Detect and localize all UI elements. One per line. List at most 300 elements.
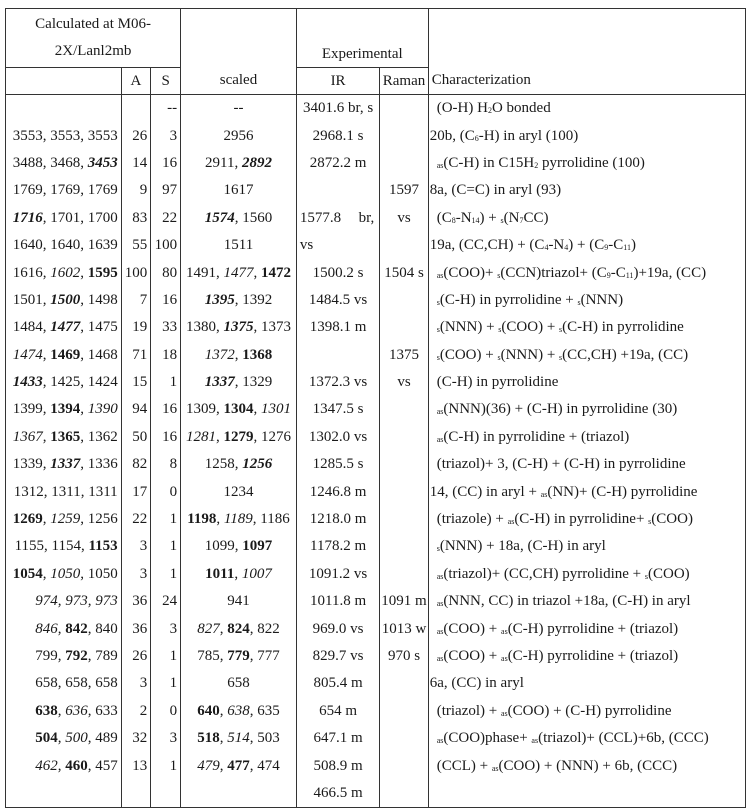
experimental-ir: 1285.5 s xyxy=(296,451,379,478)
ir-activity-a: 55 xyxy=(121,232,151,259)
experimental-ir: 1011.8 m xyxy=(296,588,379,615)
text-segment: , xyxy=(57,757,66,774)
text-segment: 19a, (CC,CH) + (C xyxy=(429,237,545,254)
text-segment: , 840 xyxy=(87,620,118,637)
table-row xyxy=(6,287,746,314)
text-segment: -H) in aryl (100) xyxy=(478,127,579,144)
text-segment: , 633 xyxy=(87,702,118,719)
text-segment: 2956 xyxy=(223,127,254,144)
subscript-text: 2 xyxy=(487,106,492,116)
raman-activity-s: 18 xyxy=(151,342,181,369)
table-row xyxy=(6,95,746,123)
text-segment: (N xyxy=(503,209,520,226)
experimental-raman: vs xyxy=(380,205,428,232)
text-segment: (NNN, CC) in triazol +18a, (C-H) in aryl xyxy=(443,593,691,610)
table-container xyxy=(5,8,746,808)
text-segment: -N xyxy=(455,209,472,226)
text-segment: , 1392 xyxy=(234,291,273,308)
header-row-1 xyxy=(6,9,746,68)
calculated-frequencies xyxy=(6,95,122,123)
text-segment: 1007 xyxy=(241,565,272,582)
ir-activity-a: 9 xyxy=(121,177,151,204)
scaled-frequencies xyxy=(181,506,297,533)
table-row xyxy=(6,232,746,259)
text-segment: , 1498 xyxy=(80,291,118,308)
ir-activity-a: 82 xyxy=(121,451,151,478)
characterization-header xyxy=(428,9,745,95)
text-segment: 658, 658, 658 xyxy=(35,675,118,692)
experimental-raman xyxy=(380,478,428,505)
raman-activity-s: 0 xyxy=(151,698,181,725)
text-segment: 636 xyxy=(65,702,88,719)
experimental-raman xyxy=(380,150,428,177)
text-segment: , 1256 xyxy=(80,511,118,528)
experimental-raman: 1504 s xyxy=(380,259,428,286)
text-segment: , 1186 xyxy=(252,511,290,528)
text-segment: 1395 xyxy=(204,291,235,308)
experimental-ir: 969.0 vs xyxy=(296,615,379,642)
text-segment: , 1701, 1700 xyxy=(42,209,118,226)
scaled-frequencies xyxy=(181,150,297,177)
scaled-frequencies xyxy=(181,588,297,615)
text-segment: (C-H) pyrrolidine + (triazol) xyxy=(507,620,679,637)
text-segment: , 489 xyxy=(87,730,118,747)
scaled-frequencies xyxy=(181,561,297,588)
calculated-frequencies xyxy=(6,259,122,286)
text-segment: 1097 xyxy=(242,538,273,555)
raman-activity-s: 3 xyxy=(151,725,181,752)
text-segment: (COO) + xyxy=(443,648,502,664)
raman-activity-s xyxy=(151,780,181,808)
text-segment: 1394 xyxy=(50,401,81,418)
text-segment: 8a, (C=C) in aryl (93) xyxy=(429,182,562,199)
calculated-frequencies xyxy=(6,451,122,478)
subscript-text: s xyxy=(500,215,504,225)
experimental-raman: 1091 m xyxy=(380,588,428,615)
text-segment: 1258, xyxy=(204,456,243,473)
table-row xyxy=(6,122,746,149)
text-segment: 846 xyxy=(35,620,58,637)
experimental-ir: 805.4 m xyxy=(296,670,379,697)
characterization xyxy=(428,451,745,478)
text-segment: , xyxy=(219,730,228,747)
raman-activity-s: 0 xyxy=(151,478,181,505)
experimental-ir: 654 m xyxy=(296,698,379,725)
subscript-text: s xyxy=(436,297,440,307)
characterization xyxy=(428,424,745,451)
subscript-text: as xyxy=(500,708,508,718)
raman-activity-s: 100 xyxy=(151,232,181,259)
text-segment: -N xyxy=(548,237,565,254)
text-segment: 638 xyxy=(35,702,58,719)
ir-activity-a: 17 xyxy=(121,478,151,505)
scaled-frequencies xyxy=(181,451,297,478)
ir-activity-a: 71 xyxy=(121,342,151,369)
vibrational-assignment-table xyxy=(5,8,746,808)
scaled-header-label: scaled xyxy=(219,72,258,88)
raman-activity-s: 16 xyxy=(151,287,181,314)
text-segment: 1484, xyxy=(12,319,51,336)
text-segment: -- xyxy=(233,100,244,117)
characterization xyxy=(428,369,745,396)
calculated-frequencies xyxy=(6,780,122,808)
raman-activity-s: 1 xyxy=(151,369,181,396)
text-segment: (NNN) + xyxy=(500,346,560,363)
subscript-text: 4 xyxy=(544,243,549,253)
text-segment: 1477 xyxy=(50,319,81,336)
subscript-text: s xyxy=(644,571,648,581)
calculated-frequencies xyxy=(6,424,122,451)
text-segment: 1259 xyxy=(50,511,81,528)
text-segment: 1574 xyxy=(204,209,235,226)
text-segment: 1365 xyxy=(50,428,81,445)
text-segment: 514 xyxy=(227,730,250,747)
characterization xyxy=(428,150,745,177)
subscript-text: as xyxy=(436,654,444,663)
text-segment: , xyxy=(253,401,261,418)
text-segment: , 1560 xyxy=(234,209,273,226)
characterization xyxy=(428,287,745,314)
text-segment: , xyxy=(219,702,228,719)
table-row xyxy=(6,698,746,725)
text-segment: 1380, xyxy=(185,319,224,336)
experimental-raman xyxy=(380,396,428,423)
table-row xyxy=(6,451,746,478)
text-segment: , xyxy=(234,565,242,582)
text-segment: 1368 xyxy=(242,346,273,363)
text-segment: pyrrolidine (100) xyxy=(538,154,645,171)
ir-activity-a: 3 xyxy=(121,533,151,560)
text-segment: , xyxy=(80,401,88,418)
experimental-raman: vs xyxy=(380,369,428,396)
text-segment: (C-H) in pyrrolidine+ xyxy=(514,511,649,528)
text-segment: (COO)+ xyxy=(443,264,498,281)
subscript-text: as xyxy=(501,654,508,663)
experimental-raman: 970 s xyxy=(380,643,428,670)
text-segment: , 1329 xyxy=(234,374,273,391)
text-segment: (triazol)+ (CCL)+6b, (CCC) xyxy=(538,730,709,747)
ir-activity-a: 50 xyxy=(121,424,151,451)
text-segment: (COO)phase+ xyxy=(443,730,532,747)
text-segment: ) + xyxy=(479,209,501,226)
text-segment: 842 xyxy=(65,620,88,637)
experimental-ir: vs xyxy=(296,232,379,259)
characterization xyxy=(428,725,745,752)
text-segment: 460 xyxy=(65,757,88,774)
calculated-frequencies xyxy=(6,122,122,149)
experimental-ir: 1347.5 s xyxy=(296,396,379,423)
table-row xyxy=(6,424,746,451)
text-segment: , 1468 xyxy=(80,346,118,363)
text-segment: , 777 xyxy=(249,648,280,664)
experimental-ir: 466.5 m xyxy=(296,780,379,808)
text-segment: , xyxy=(253,264,261,281)
calculated-frequencies xyxy=(6,643,122,670)
ir-activity-a: 83 xyxy=(121,205,151,232)
calculated-frequencies xyxy=(6,314,122,341)
subscript-text: as xyxy=(436,736,444,746)
text-segment: 1050 xyxy=(50,565,81,582)
text-segment: (triazol)+ 3, (C-H) + (C-H) in pyrrolidine xyxy=(436,456,686,473)
text-segment: 462 xyxy=(35,757,58,774)
ir-activity-a: 7 xyxy=(121,287,151,314)
raman-activity-s: 16 xyxy=(151,424,181,451)
characterization xyxy=(428,533,745,560)
ir-activity-a: 26 xyxy=(121,643,151,670)
characterization xyxy=(428,396,745,423)
subscript-text: as xyxy=(436,434,444,444)
text-segment: 779 xyxy=(227,648,250,664)
text-segment: , 503 xyxy=(249,730,280,747)
text-segment: , 457 xyxy=(87,757,118,774)
text-segment: , 1336 xyxy=(80,456,118,473)
calculated-frequencies xyxy=(6,615,122,642)
experimental-ir: 3401.6 br, s xyxy=(296,95,379,123)
text-segment: (C xyxy=(436,209,452,226)
raman-activity-s: 97 xyxy=(151,177,181,204)
calculated-frequencies xyxy=(6,369,122,396)
text-segment: 1472 xyxy=(260,264,291,281)
text-segment: 1474 xyxy=(12,346,43,363)
subscript-text: 4 xyxy=(564,243,569,253)
text-segment: 1279 xyxy=(223,428,254,445)
characterization-header-label: Characterization xyxy=(431,72,531,88)
calculated-frequencies xyxy=(6,561,122,588)
ir-activity-a: 14 xyxy=(121,150,151,177)
ir-activity-a: 3 xyxy=(121,561,151,588)
experimental-ir xyxy=(296,342,379,369)
raman-activity-s: 8 xyxy=(151,451,181,478)
text-segment: (triazole) + xyxy=(436,511,508,528)
col-ir-header: IR xyxy=(296,68,379,95)
scaled-frequencies xyxy=(181,177,297,204)
raman-activity-s: -- xyxy=(151,95,181,123)
subscript-text: s xyxy=(498,325,502,335)
text-segment: 1337 xyxy=(204,374,235,391)
text-segment: , xyxy=(219,757,228,774)
ir-value-part: br, xyxy=(358,209,375,226)
text-segment: (COO) xyxy=(647,565,690,582)
table-row xyxy=(6,561,746,588)
text-segment: 1153 xyxy=(88,538,118,555)
experimental-ir: 1302.0 vs xyxy=(296,424,379,451)
raman-activity-s: 1 xyxy=(151,643,181,670)
characterization xyxy=(428,780,745,808)
scaled-frequencies xyxy=(181,259,297,286)
experimental-ir-value xyxy=(300,211,376,226)
experimental-raman xyxy=(380,533,428,560)
text-segment: , xyxy=(42,346,51,363)
calculated-frequencies xyxy=(6,287,122,314)
scaled-frequencies xyxy=(181,533,297,560)
experimental-ir: 829.7 vs xyxy=(296,643,379,670)
table-row xyxy=(6,643,746,670)
characterization xyxy=(428,342,745,369)
text-segment: , xyxy=(216,511,224,528)
scaled-frequencies xyxy=(181,369,297,396)
text-segment: 1301 xyxy=(260,401,291,418)
ir-activity-a: 26 xyxy=(121,122,151,149)
subscript-text: s xyxy=(436,325,440,335)
raman-activity-s: 16 xyxy=(151,396,181,423)
text-segment: (NNN) xyxy=(580,291,624,308)
subscript-text: s xyxy=(497,352,501,362)
text-segment: , 1425, 1424 xyxy=(42,374,118,391)
table-row xyxy=(6,314,746,341)
text-segment: 1234 xyxy=(223,483,254,500)
col-raman-header: Raman xyxy=(380,68,428,95)
characterization xyxy=(428,478,745,505)
subscript-text: 8 xyxy=(451,215,456,225)
scaled-frequencies xyxy=(181,780,297,808)
scaled-frequencies xyxy=(181,670,297,697)
text-segment: 1155, 1154, xyxy=(14,538,89,555)
text-segment: (C-H) in C15H xyxy=(443,154,535,171)
text-segment: 1054 xyxy=(12,565,43,582)
text-segment: , xyxy=(80,264,88,281)
text-segment: 824 xyxy=(227,620,250,637)
text-segment: 1469 xyxy=(50,346,81,363)
text-segment: , 789 xyxy=(87,648,118,664)
scaled-frequencies xyxy=(181,205,297,232)
experimental-ir xyxy=(296,177,379,204)
raman-activity-s: 22 xyxy=(151,205,181,232)
experimental-ir: 2872.2 m xyxy=(296,150,379,177)
subscript-text: as xyxy=(436,626,444,636)
text-segment: 1595 xyxy=(87,264,118,281)
text-segment: 1011 xyxy=(205,565,235,582)
subscript-text: s xyxy=(648,517,652,527)
text-segment: 1367 xyxy=(12,428,43,445)
subscript-text: as xyxy=(531,736,539,746)
text-segment: (CC,CH) +19a, (CC) xyxy=(562,346,689,363)
characterization xyxy=(428,588,745,615)
experimental-ir: 647.1 m xyxy=(296,725,379,752)
text-segment: -C xyxy=(608,237,624,254)
experimental-raman xyxy=(380,670,428,697)
text-segment: , 635 xyxy=(249,702,280,719)
subscript-text: 7 xyxy=(519,215,524,225)
text-segment: (NNN) + 18a, (C-H) in aryl xyxy=(439,538,606,555)
subscript-text: s xyxy=(577,297,581,307)
text-segment: , 1050 xyxy=(80,565,118,582)
characterization xyxy=(428,561,745,588)
text-segment: (NN)+ (C-H) pyrrolidine xyxy=(547,483,698,500)
scaled-frequencies xyxy=(181,314,297,341)
raman-activity-s: 33 xyxy=(151,314,181,341)
raman-activity-s: 1 xyxy=(151,506,181,533)
experimental-raman xyxy=(380,122,428,149)
subscript-text: as xyxy=(436,407,444,417)
text-segment: , xyxy=(42,565,51,582)
text-segment: , xyxy=(234,346,243,363)
raman-activity-s: 3 xyxy=(151,122,181,149)
ir-activity-a: 22 xyxy=(121,506,151,533)
text-segment: (C-H) in pyrrolidine xyxy=(436,374,559,391)
text-segment: (COO) + (NNN) + 6b, (CCC) xyxy=(498,757,678,774)
subscript-text: 9 xyxy=(604,243,609,253)
ir-activity-a xyxy=(121,95,151,123)
text-segment: 1198 xyxy=(187,511,217,528)
scaled-frequencies xyxy=(181,478,297,505)
subscript-text: s xyxy=(559,352,563,362)
subscript-text: s xyxy=(436,544,440,554)
experimental-ir: 1178.2 m xyxy=(296,533,379,560)
calculated-frequencies xyxy=(6,670,122,697)
calculated-frequencies xyxy=(6,232,122,259)
experimental-ir: 1398.1 m xyxy=(296,314,379,341)
text-segment: (CCL) + xyxy=(436,757,492,774)
experimental-raman xyxy=(380,95,428,123)
experimental-raman xyxy=(380,725,428,752)
text-segment: 479 xyxy=(197,757,220,774)
text-segment: 1281 xyxy=(185,428,216,445)
text-segment: (COO) xyxy=(651,511,693,528)
calculated-frequencies xyxy=(6,698,122,725)
ir-activity-a xyxy=(121,780,151,808)
table-row xyxy=(6,506,746,533)
subscript-text: s xyxy=(497,270,501,280)
table-row xyxy=(6,725,746,752)
ir-activity-a: 36 xyxy=(121,615,151,642)
subscript-text: 6 xyxy=(474,133,479,143)
text-segment: , 474 xyxy=(249,757,280,774)
text-segment: 1337 xyxy=(50,456,81,473)
text-segment: (triazol)+ (CC,CH) pyrrolidine + xyxy=(443,565,645,582)
experimental-raman xyxy=(380,424,428,451)
table-row xyxy=(6,780,746,808)
text-segment: 1312, 1311, 1311 xyxy=(13,483,118,500)
raman-activity-s: 1 xyxy=(151,533,181,560)
characterization xyxy=(428,122,745,149)
raman-activity-s: 16 xyxy=(151,150,181,177)
text-segment: (O-H) H xyxy=(436,100,488,117)
text-segment: , 1362 xyxy=(80,428,118,445)
ir-activity-a: 13 xyxy=(121,752,151,779)
calc-method-line-1: Calculated at M06- xyxy=(35,16,151,32)
text-segment: ) xyxy=(630,237,636,254)
table-row xyxy=(6,205,746,232)
subscript-text: 2 xyxy=(534,160,539,170)
ir-value-part: 1577.8 xyxy=(299,209,342,226)
scaled-header xyxy=(181,9,297,95)
text-segment: 1390 xyxy=(87,401,118,418)
text-segment: )+19a, (CC) xyxy=(633,264,707,281)
text-segment: 14, (CC) in aryl + xyxy=(429,483,541,500)
subscript-text: as xyxy=(436,571,444,581)
characterization xyxy=(428,95,745,123)
table-row xyxy=(6,177,746,204)
subscript-text: as xyxy=(491,763,499,773)
characterization xyxy=(428,177,745,204)
calculated-frequencies xyxy=(6,588,122,615)
text-segment: 638 xyxy=(227,702,250,719)
text-segment: 974, 973, 973 xyxy=(35,593,118,610)
text-segment: , xyxy=(42,511,51,528)
text-segment: 1716 xyxy=(12,209,43,226)
experimental-raman xyxy=(380,561,428,588)
raman-activity-s: 1 xyxy=(151,561,181,588)
calculated-frequencies xyxy=(6,725,122,752)
text-segment: (COO) + (C-H) pyrrolidine xyxy=(507,702,672,719)
calculated-frequencies xyxy=(6,396,122,423)
subscript-text: 11 xyxy=(625,270,634,280)
col-a-header: A xyxy=(121,68,151,95)
text-segment: 477 xyxy=(227,757,250,774)
text-segment: 785, xyxy=(197,648,228,664)
text-segment: , xyxy=(215,428,224,445)
text-segment: 1433 xyxy=(12,374,43,391)
